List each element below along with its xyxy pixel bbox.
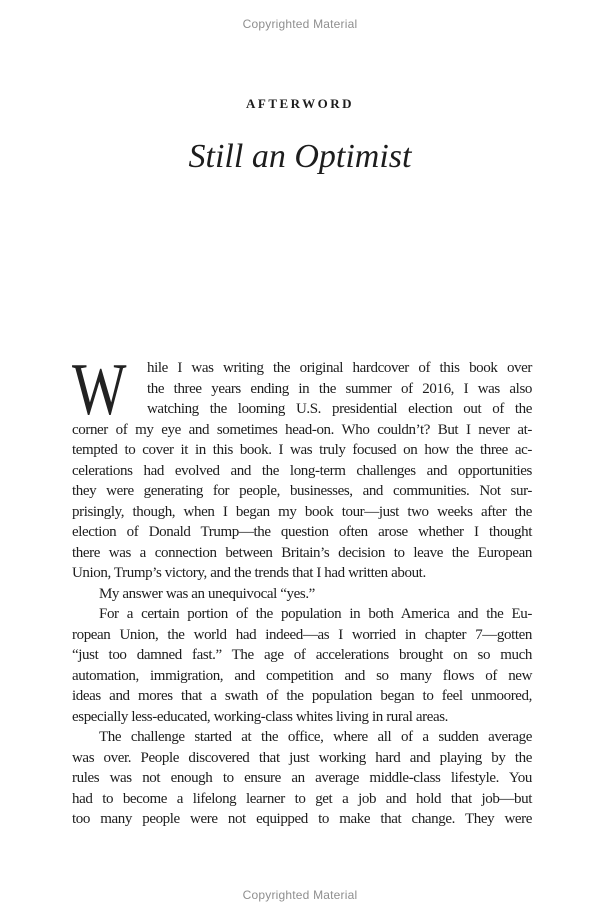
text-line: was over. People discovered that just working hard and playing by the (72, 749, 532, 766)
text-line: watching the looming U.S. presidential election out of the (147, 401, 532, 417)
text-line: automation, immigration, and competition and so many flows of new (72, 667, 532, 684)
text-line: For a certain portion of the population in both America and the Eu- (99, 606, 532, 622)
text-line: prisingly, though, when I began my book tour—just two weeks after the (72, 503, 532, 520)
text-line: ropean Union, the world had indeed—as I worried in chapter 7—gotten (72, 626, 532, 643)
body-text (72, 349, 532, 830)
text-line: hile I was writing the original hardcover of this book over (147, 360, 532, 376)
section-label: AFTERWORD (246, 96, 354, 111)
text-line: My answer was an unequivocal “yes.” (99, 585, 315, 602)
text-line: ideas and mores that a swath of the population began to feel unmoored, (72, 688, 532, 704)
text-line: there was a connection between Britain’s decision to leave the European (72, 544, 532, 561)
text-line: tempted to cover it in this book. I was truly focused on how the three ac- (72, 442, 532, 458)
text-line: election of Donald Trump—the question often arose whether I thought (72, 524, 532, 540)
text-line: Union, Trump’s victory, and the trends that I had written about. (72, 565, 426, 581)
text-line: they were generating for people, businesses, and communities. Not sur- (72, 483, 532, 499)
drop-cap: W (72, 349, 127, 431)
text-line: too many people were not equipped to make that change. They were (72, 811, 532, 827)
text-line: had to become a lifelong learner to get a job and hold that job—but (72, 790, 532, 807)
text-line: celerations had evolved and the long-term challenges and opportunities (72, 462, 532, 479)
text-line: “just too damned fast.” The age of accelerations brought on so much (72, 647, 532, 663)
text-line: the three years ending in the summer of 2016, I was also (147, 380, 532, 397)
text-line: especially less-educated, working-class whites living in rural areas. (72, 708, 449, 725)
text-line: The challenge started at the office, where all of a sudden average (99, 729, 532, 745)
body-lines (72, 349, 532, 830)
text-line: rules was not enough to ensure an average middle-class lifestyle. You (72, 770, 532, 786)
text-line: corner of my eye and sometimes head-on. Who couldn’t? But I never at- (72, 421, 532, 438)
copyright-notice-bottom: Copyrighted Material (242, 888, 358, 902)
copyright-notice-top: Copyrighted Material (242, 17, 358, 31)
chapter-title: Still an Optimist (188, 138, 412, 175)
